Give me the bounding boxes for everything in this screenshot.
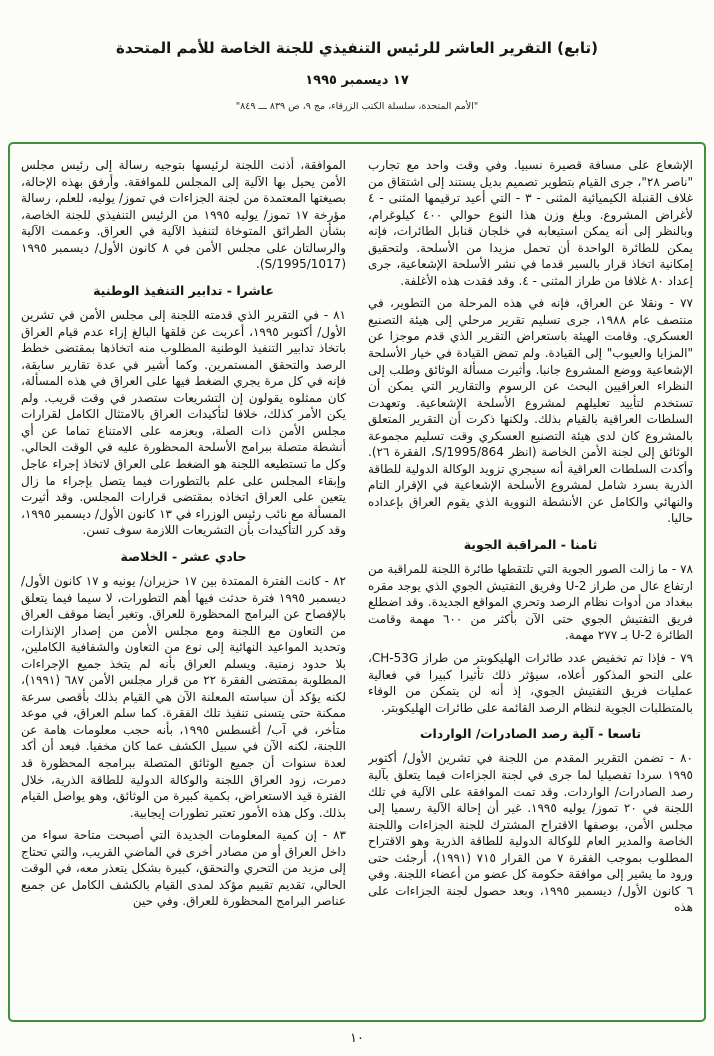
- document-header: [0, 0, 714, 112]
- body-paragraph: ٧٧ - ونقلا عن العراق، فإنه في هذه المرحلة من التطوير، في منتصف عام ١٩٨٨، جرى تسليم تقرير مرحلي إلى هيئة التصنيع العسكري. وقامت الهيئة باستعراض التقرير الذي قدم موجزا عن "المزايا والعيوب" إلى القيادة. ولم تمض القيادة في خيار الأسلحة الإشعاعية ووضع المشروع جانبا. وأثيرت مسألة الوثائق وطلب إلى النظراء العراقيين البحث عن الرسوم والتقارير التي يمكن أن تستخدم لتأييد تعليلهم لمشروع الأسلحة الإشعاعية. وتعهدت السلطات العراقية بالقيام بذلك. ولكنها ذكرت أن التقرير المتعلق بالمشروع كان لدى هيئة التصنيع العسكري وقت تسليم مجموعة الوثائق إلى لجنة الأمن الخاصة (انظر S/1995/864، الفقرة ٢٦). وأكدت السلطات العراقية أنه سيجري تزويد الوكالة الدولية للطاقة الذرية بسرد شامل لمشروع الأسلحة الإشعاعية في الإقرار التام والنهائي والكامل عن الأنشطة النووية الذي يقوم العراق بإعداده حاليا.: [368, 296, 693, 526]
- section-heading: تاسعا - آلية رصد الصادرات/ الواردات: [419, 726, 642, 742]
- highlight-frame: [8, 142, 706, 1022]
- section-heading: عاشرا - تدابير التنفيذ الوطنية: [93, 282, 274, 298]
- page-title: (تابع) التقرير العاشر للرئيس التنفيذي للجنة الخاصة للأمم المتحدة: [116, 39, 598, 57]
- page-number: ١٠: [350, 1031, 364, 1046]
- section-heading: حادي عشر - الخلاصة: [120, 548, 247, 564]
- text-column-left: [21, 157, 346, 1007]
- body-paragraph: ٨١ - في التقرير الذي قدمته اللجنة إلى مجلس الأمن في تشرين الأول/ أكتوبر ١٩٩٥، أعربت عن قلقها البالغ إزاء عدم قيام العراق باتخاذ تدابير التنفيذ الوطنية المطلوب منه اتخاذها بمقتضى خطط الرصد والتحقق المستمرين. وكما أشير في عدة تقارير سابقة، فإنه في كل مرة يجري الضغط فيها على العراق في هذه المسألة، كان ممثلوه يقولون إن التشريعات ستصدر في وقت قريب. ولم يكن الأمر كذلك، خلافا لتأكيدات العراق بالامتثال الكامل لقرارات مجلس الأمن ذات الصلة، وبعزمه على الامتناع تماما عن أي أنشطة متصلة ببرامج الأسلحة المحظورة عليه في الوقت الحالي. وكل ما تستطيعه اللجنة هو الضغط على العراق لاتخاذ إجراء عاجل وإبقاء المجلس على علم بالتطورات فيما يتصل بإجراء ما زال يتعين على العراق اتخاذه بمقتضى قرارات المجلس. وقد أثيرت المسألة مع نائب رئيس الوزراء في ١٣ كانون الأول/ ديسمبر ١٩٩٥، وقد كرر التأكيدات بأن التشريعات اللازمة سوف تسن.: [21, 308, 346, 538]
- document-date: ١٧ ديسمبر ١٩٩٥: [305, 73, 409, 89]
- body-paragraph: ٨٠ - تضمن التقرير المقدم من اللجنة في تشرين الأول/ أكتوبر ١٩٩٥ سردا تفصيليا لما جرى في لجنة الجزاءات فيما يتعلق بآلية رصد الصادرات/ الواردات. وقد تمت الموافقة على الآلية في تلك اللجنة في ٢٠ تموز/ يوليه ١٩٩٥. غير أن إحالة الآلية رسميا إلى مجلس الأمن، بوصفها الاقتراح المشترك للجنة الجزاءات واللجنة الخاصة والمدير العام للوكالة الدولية للطاقة الذرية وهو الاقتراح المطلوب بموجب الفقرة ٧ من القرار ٧١٥ (١٩٩١)، أرجئت حتى ورود ما يشير إلى موافقة حكومة كل عضو من أعضاء اللجنة. وفي ٦ كانون الأول/ ديسمبر ١٩٩٥، وبعد حصول لجنة الجزاءات على هذه: [368, 751, 693, 915]
- body-paragraph: ٧٨ - ما زالت الصور الجوية التي تلتقطها طائرة اللجنة للمراقبة من ارتفاع عال من طراز U-2 وفريق التفتيش الجوي الذي يوجد مقره ببغداد من أدوات نظام الرصد وتحري المواقع الجديدة. وقد اضطلع فريق التفتيش الجوي حتى الآن بأكثر من ٦٠٠ مهمة وقامت الطائرة U-2 بـ ٢٧٧ مهمة.: [368, 562, 693, 643]
- body-paragraph: الإشعاع على مسافة قصيرة نسبيا. وفي وقت واحد مع تجارب "ناصر ٢٨"، جرى القيام بتطوير تصميم بديل يستند إلى اشتقاق من غلاف القنبلة الكيميائية المثنى - ٣ - التي أعيد ترقيمها المثنى - ٤ لأغراض المشروع. وبلغ وزن هذا النوع حوالي ٤٠٠ كيلوغرام، وبالنظر إلى أنه يمكن استيعابه في خلجان قنابل الطائرات، فإنه يمكن للطائرة الواحدة أن تحمل مزيدا من الأسلحة. ولتحقيق إمكانية اتخاذ قرار بالسير قدما في نشر الأسلحة الإشعاعية، جرى إعداد ٨٠ غلافا من طراز المثنى - ٤. وقد فقدت هذه الأغلفة.: [368, 158, 693, 288]
- body-paragraph: ٨٢ - كانت الفترة الممتدة بين ١٧ حزيران/ يونيه و ١٧ كانون الأول/ ديسمبر ١٩٩٥ فترة حدثت فيها أهم التطورات، لا سيما فيما يتعلق بالإفصاح عن البرامج المحظورة للعراق. وتغير أيضا موقف العراق من التعاون مع اللجنة ومع مجلس الأمن من إصدار الإنذارات وتحديد المواعيد النهائية إلى نوع من التعاون والشفافية الكاملين، بلا حدود زمنية. ويسلم العراق بأنه لم يتخذ جميع الإجراءات المطلوبة بمقتضى الفقرة ٢٢ من قرار مجلس الأمن ٦٨٧ (١٩٩١)، لكنه يؤكد أن سياسته المعلنة الآن هي القيام بذلك بأقصى سرعة ممكنة حتى يتسنى تنفيذ تلك الفقرة. كما سلم العراق، في موعد متأخر، في آب/ أغسطس ١٩٩٥، بأنه حجب معلومات هامة عن اللجنة، لكنه الآن في سبيل الكشف عما كان مخفيا. فبعد أن أكد لعدة سنوات أن جميع الوثائق المتصلة ببرامجه المحظورة قد دمرت، زود العراق اللجنة والوكالة الدولية للطاقة الذرية، خلال الفترة قيد الاستعراض، بكمية كبيرة من الوثائق، وهو يواصل القيام بذلك. وكل هذه الأمور تعتبر تطورات إيجابية.: [21, 573, 346, 820]
- body-paragraph: ٧٩ - فإذا تم تخفيض عدد طائرات الهليكوبتر من طراز CH-53G، على النحو المذكور أعلاه، سيؤثر ذلك تأثيرا كبيرا في فعالية عمليات فريق التفتيش الجوي، إذ أنه لن يتمكن من الوفاء بالمتطلبات الجوية لنظام الرصد القائمة على طائرات الهليكوبتر.: [368, 651, 693, 715]
- source-citation: "الأمم المتحدة، سلسلة الكتب الزرقاء، مج ٩، ص ٨٣٩ ـــ ٨٤٩": [235, 101, 479, 113]
- body-paragraph: الموافقة، أذنت اللجنة لرئيسها بتوجيه رسالة إلى رئيس مجلس الأمن يحيل بها الآلية إلى المجلس للموافقة. وأرفق بهذه الإحالة، بصيغتها المعتمدة من لجنة الجزاءات في تموز/ يوليه، للعلم، رسالة مؤرخة ١٧ تموز/ يوليه ١٩٩٥ من الرئيس التنفيذي للجنة الخاصة، بشأن الطرائق المتوخاة لتنفيذ الآلية في العراق. وعممت الآلية والرسالتان على مجلس الأمن في ٨ كانون الأول/ ديسمبر ١٩٩٥ (S/1995/1017).: [21, 158, 346, 272]
- body-paragraph: ٨٣ - إن كمية المعلومات الجديدة التي أصبحت متاحة سواء من داخل العراق أو من مصادر أخرى في الماضي القريب، والتي تحتاج إلى مزيد من التحري والتحقق، كبيرة بشكل يتعذر معه، في الوقت الحالي، تقديم تقييم مؤكد لمدى القيام بالكشف الكامل عن جميع عناصر البرامج المحظورة للعراق. وفي حين: [21, 828, 346, 909]
- text-column-right: [368, 157, 693, 1007]
- section-heading: ثامنا - المراقبة الجوية: [463, 537, 598, 553]
